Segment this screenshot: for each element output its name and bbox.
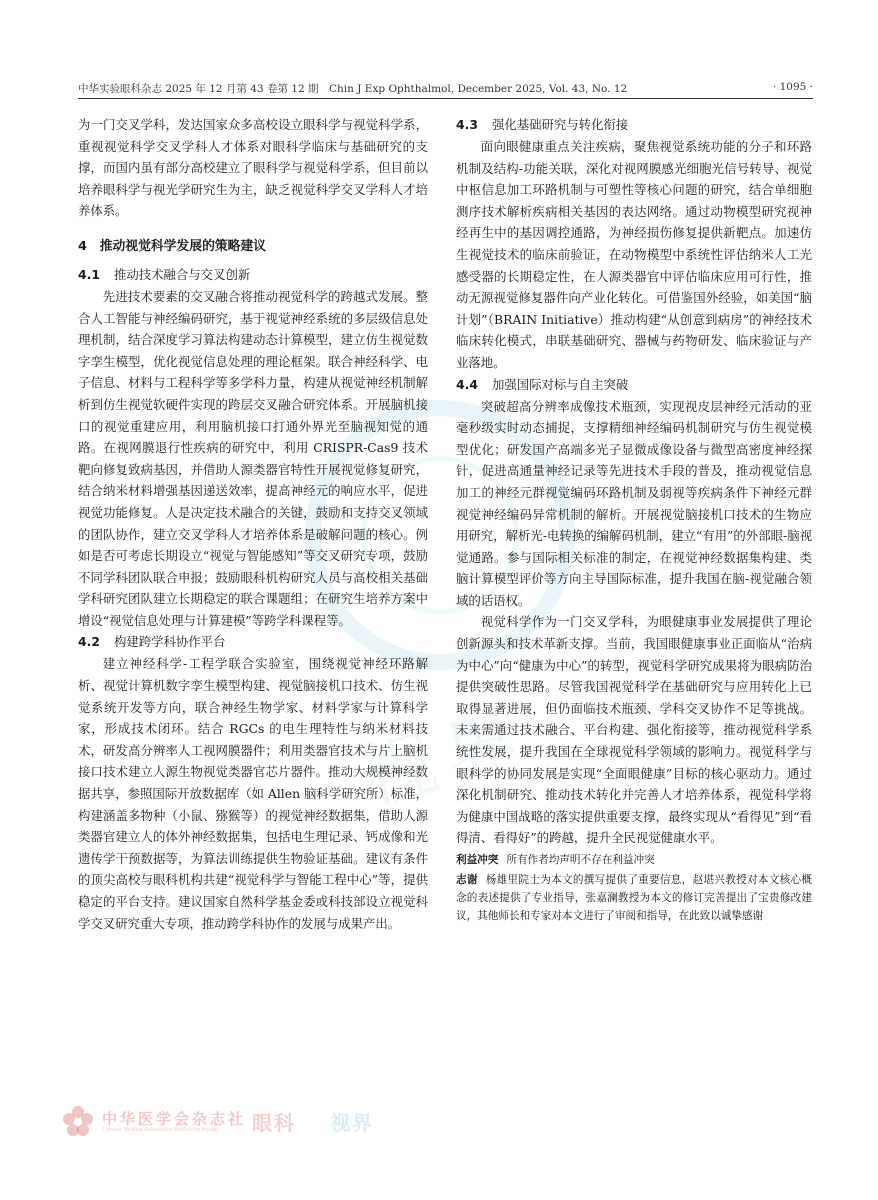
publisher-brand-mark: 眼科 <box>252 1111 296 1135</box>
page-number: · 1095 · <box>772 81 813 93</box>
subsection-title: 强化基础研究与转化衔接 <box>491 117 629 132</box>
section-4-heading: 4 推动视觉科学发展的策略建议 <box>78 238 267 254</box>
watermark-text: 视界 <box>353 696 538 821</box>
subsection-4-4-heading <box>456 374 812 396</box>
running-header <box>78 80 813 99</box>
subsection-4-4-body: 突破超高分辨率成像技术瓶颈，实现视皮层神经元活动的亚毫秒级实时动态捕捉，支撑精细神经编码机制研究与仿生视觉模型优化；研发国产高端多光子显微成像设备与微型高密度神经探针，促进高通量神经记录等先进技术手段的普及，推动视觉信息加工的神经元群视觉编码环路机制及弱视等疾病条件下神经元群视觉神经编码异常机制的解析。开展视觉脑接机口技术的生物应用研究，解析光-电转换的编解码机制，建立“有用”的外部眼-脑视觉通路。参与国际相关标准的制定，在视觉神经数据集构建、类脑计算模型评价等方向主导国际标准，提升我国在脑-视觉融合领域的话语权。 <box>456 398 812 608</box>
subsection-number: 4.4 <box>456 376 478 392</box>
publisher-english-name: Chinese Medical Association Publishing House <box>102 1127 218 1133</box>
ack-label: 志谢 <box>456 874 478 886</box>
subsection-number: 4.2 <box>78 634 100 650</box>
publisher-name: 中华医学会杂志社 <box>102 1110 247 1128</box>
left-column <box>78 114 428 934</box>
subsection-4-1-heading <box>78 264 428 286</box>
intro-paragraph: 为一门交叉学科，发达国家众多高校设立眼科学与视觉科学系，重视视觉科学交叉学科人才体系对眼科学临床与基础研究的支撑，而国内虽有部分高校建立了眼科学与视觉科学系，但目前以培养眼科学与视光学研究生为主，缺乏视觉科学交叉学科人才培养体系。 <box>78 117 428 219</box>
subsection-4-3-body: 面向眼健康重点关注疾病，聚焦视觉系统功能的分子和环路机制及结构-功能关联，深化对视网膜感光细胞光信号转导、视觉中枢信息加工环路机制与可塑性等核心问题的研究，结合单细胞测序技术解析疾病相关基因的表达网络。通过动物模型研究视神经再生中的基因调控通路，为神经损伤修复提供新靶点。加速仿生视觉技术的临床前验证，在动物模型中系统性评估纳米人工光感受器的长期稳定性，在人源类器官中评估临床应用可行性，推动无源视觉修复器件向产业化转化。可借鉴国外经验，如美国“脑计划”（BRAIN Initiative）推动构建“从创意到病房”的神经技术临床转化模式，串联基础研究、器械与药物研发、临床验证与产业落地。 <box>456 139 812 370</box>
acknowledgement <box>456 871 812 925</box>
publisher-brand-mark-2: 视界 <box>330 1111 374 1135</box>
subsection-number: 4.1 <box>78 266 100 282</box>
subsection-number: 4.3 <box>456 117 478 132</box>
conclusion-paragraph: 视觉科学作为一门交叉学科，为眼健康事业发展提供了理论创新源头和技术革新支撑。当前，我国眼健康事业正面临从“治病为中心”向“健康为中心”的转型，视觉科学研究成果将为眼病防治提供突破性思路。尽管我国视觉科学在基础研究与应用转化上已取得显著进展，但仍面临技术瓶颈、学科交叉协作不足等挑战。未来需通过技术融合、平台构建、强化衔接等，推动视觉科学系统性发展，提升我国在全球视觉科学领域的影响力。视觉科学与眼科学的协同发展是实现“全面眼健康”目标的核心驱动力。通过深化机制研究、推动技术转化并完善人才培养体系，视觉科学将为健康中国战略的落实提供重要支撑，最终实现从“看得见”到“看得清、看得好”的跨越，提升全民视觉健康水平。 <box>456 614 812 846</box>
subsection-title: 推动技术融合与交叉创新 <box>113 266 251 282</box>
coi-label: 利益冲突 <box>456 854 499 866</box>
subsection-4-2-body: 建立神经科学-工程学联合实验室，围绕视觉神经环路解析、视觉计算机数字孪生模型构建、视觉脑接机口技术、仿生视觉系统开发等方向，联合神经生物学家、材料学家与计算科学家，形成技术闭环。结合 RGCs 的电生理特性与纳米材料技术，研发高分辨率人工视网膜器件；利用类器官技术与片上脑机接口技术建立人源生物视觉类器官芯片器件。推动大规模神经数据共享，参照国际开放数据库（如 Allen 脑科学研究所）标准，构建涵盖多物种（小鼠、猕猴等）的视觉神经数据集，借助人源类器官建立人的体外神经数据集，包括电生理记录、钙成像和光遗传学干预数据等，为算法训练提供生物验证基础。建议有条件的顶尖高校与眼科机构共建“视觉科学与智能工程中心”等，提供稳定的平台支持。建议国家自然科学基金委或科技部设立视觉科学交叉研究重大专项，推动跨学科协作的发展与成果产出。 <box>78 656 428 931</box>
subsection-title: 构建跨学科协作平台 <box>113 634 226 650</box>
publisher-flower-logo-icon <box>62 1105 94 1137</box>
subsection-4-2-heading <box>78 631 428 653</box>
subsection-4-1-body: 先进技术要素的交叉融合将推动视觉科学的跨越式发展。整合人工智能与神经编码研究，基于视觉神经系统的多层级信息处理机制，结合深度学习算法构建动态计算模型，建立仿生视觉数字孪生模型，优化视觉信息处理的理论框架。联合神经科学、电子信息、材料与工程科学等多学科力量，构建从视觉神经机制解析到仿生视觉软硬件实现的跨层交叉融合研究体系。开展脑机接口的视觉重建应用，利用脑机接口打通外界光至脑视知觉的通路。在视网膜退行性疾病的研究中，利用 CRISPR-Cas9 技术靶向修复致病基因，并借助人源类器官特性开展视觉修复研究，结合纳米材料增强基因递送效率，提高神经元的响应水平，促进视觉功能修复。人是决定技术融合的关键，鼓励和支持交叉领域的团队协作，建立交叉学科人才培养体系是破解问题的核心。例如是否可考虑长期设立“视觉与智能感知”等交叉研究专项，鼓励不同学科团队联合申报；鼓励眼科机构研究人员与高校相关基础学科研究团队建立长期稳定的联合课题组；在研究生培养方案中增设“视觉信息处理与计算建模”等跨学科课程等。 <box>78 288 428 628</box>
journal-citation: 中华实验眼科杂志 2025 年 12 月第 43 卷第 12 期 Chin J Exp Ophthalmol, December 2025, Vol. 43, No. 12 <box>78 83 628 95</box>
coi-text: 所有作者均声明不存在利益冲突 <box>506 854 655 866</box>
right-column <box>456 114 812 925</box>
subsection-4-3-heading <box>456 114 812 136</box>
subsection-title: 加强国际对标与自主突破 <box>491 376 629 392</box>
ack-text: 杨雄里院士为本文的撰写提供了重要信息，赵堪兴教授对本文核心概念的表述提供了专业指导，张嘉澜教授为本文的修订完善提出了宝贵修改建议，其他师长和专家对本文进行了审阅和指导，在此致以诚挚感谢 <box>456 874 813 922</box>
conflict-of-interest <box>456 851 812 869</box>
